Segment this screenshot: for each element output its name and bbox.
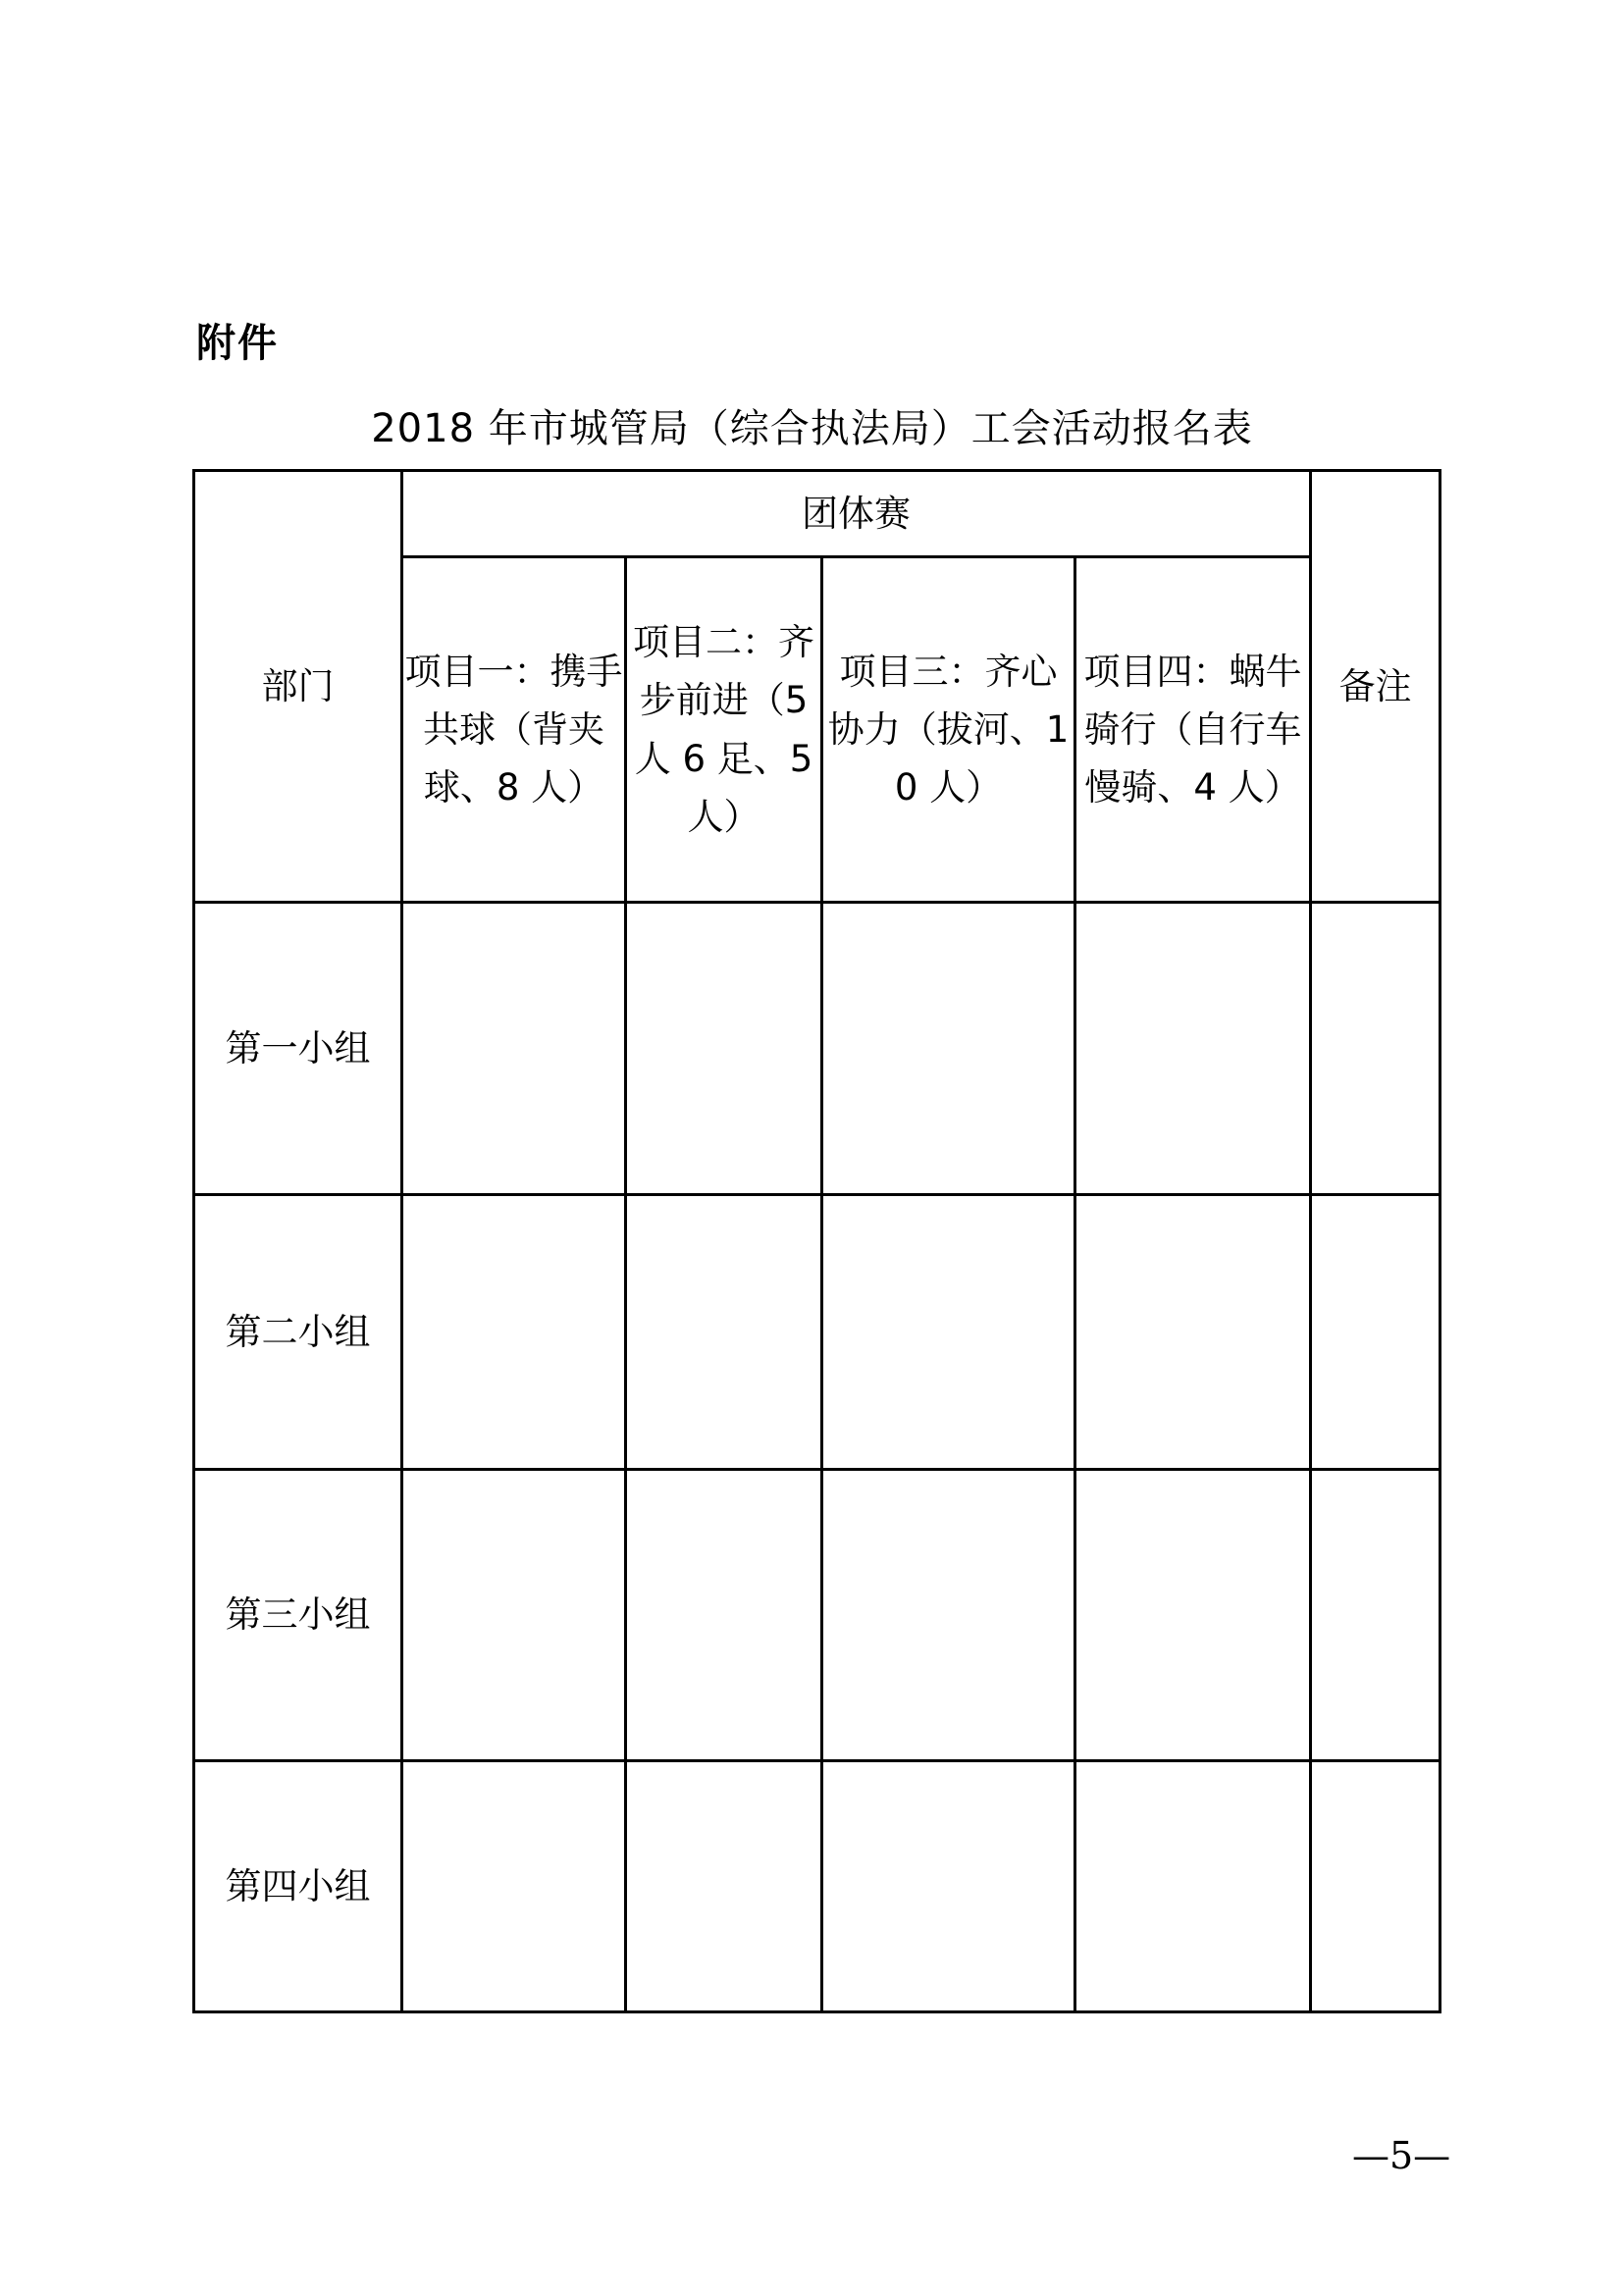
entry-cell[interactable] <box>1075 1470 1311 1761</box>
note-entry-cell[interactable] <box>1311 903 1441 1195</box>
entry-cell[interactable] <box>626 1470 822 1761</box>
entry-cell[interactable] <box>626 903 822 1195</box>
table-row <box>194 1470 1441 1761</box>
project-3-header-cell: 项目三：齐心协力（拔河、10 人） <box>822 557 1075 903</box>
entry-cell[interactable] <box>822 1761 1075 2012</box>
note-entry-cell[interactable] <box>1311 1470 1441 1761</box>
header-row-group <box>194 471 1441 557</box>
group-1-label-cell: 第一小组 <box>194 903 402 1195</box>
note-entry-cell[interactable] <box>1311 1195 1441 1470</box>
project-4-header-cell: 项目四：蜗牛骑行（自行车慢骑、4 人） <box>1075 557 1311 903</box>
group-4-label-cell: 第四小组 <box>194 1761 402 2012</box>
attachment-label: 附件 <box>196 321 279 366</box>
registration-table <box>192 469 1441 2013</box>
page-number: —5— <box>1352 2134 1451 2177</box>
entry-cell[interactable] <box>1075 1195 1311 1470</box>
entry-cell[interactable] <box>402 903 626 1195</box>
entry-cell[interactable] <box>822 1470 1075 1761</box>
group-3-label-cell: 第三小组 <box>194 1470 402 1761</box>
project-2-header-cell: 项目二：齐步前进（5 人 6 足、5 人） <box>626 557 822 903</box>
group-2-label-cell: 第二小组 <box>194 1195 402 1470</box>
dept-header-cell: 部门 <box>194 471 402 903</box>
table-row <box>194 903 1441 1195</box>
entry-cell[interactable] <box>822 903 1075 1195</box>
note-header-cell: 备注 <box>1311 471 1441 903</box>
entry-cell[interactable] <box>822 1195 1075 1470</box>
entry-cell[interactable] <box>1075 1761 1311 2012</box>
entry-cell[interactable] <box>402 1761 626 2012</box>
project-1-header-cell: 项目一：携手共球（背夹球、8 人） <box>402 557 626 903</box>
entry-cell[interactable] <box>626 1761 822 2012</box>
entry-cell[interactable] <box>626 1195 822 1470</box>
table-row <box>194 1195 1441 1470</box>
entry-cell[interactable] <box>402 1195 626 1470</box>
team-event-header-cell: 团体赛 <box>402 471 1311 557</box>
entry-cell[interactable] <box>402 1470 626 1761</box>
document-title: 2018 年市城管局（综合执法局）工会活动报名表 <box>371 406 1253 451</box>
table-row <box>194 1761 1441 2012</box>
entry-cell[interactable] <box>1075 903 1311 1195</box>
note-entry-cell[interactable] <box>1311 1761 1441 2012</box>
